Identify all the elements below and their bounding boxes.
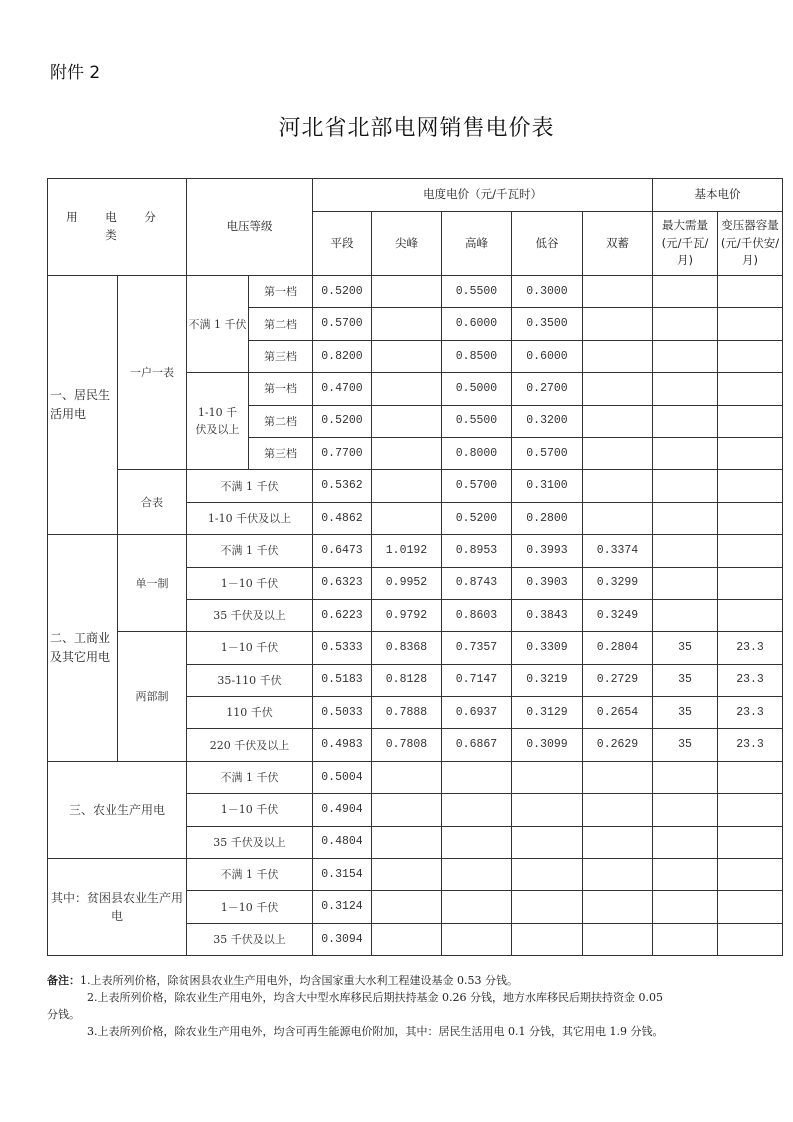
valley-price: 0.3843 — [512, 599, 583, 631]
table-row — [48, 276, 783, 308]
transformer-price: 23.3 — [718, 697, 783, 729]
dual-price: 0.2629 — [583, 729, 653, 761]
two-part-label: 两部制 — [118, 632, 187, 762]
flat-price: 0.7700 — [313, 437, 372, 469]
voltage-label: 不满 1 千伏 — [187, 761, 313, 793]
peak-price — [442, 826, 512, 858]
flat-price: 0.4904 — [313, 794, 372, 826]
notes-lead: 备注： — [47, 974, 80, 987]
flat-price: 0.5200 — [313, 405, 372, 437]
peak-price — [442, 859, 512, 891]
sharp-price — [372, 437, 442, 469]
valley-price — [512, 923, 583, 955]
transformer-price — [718, 502, 783, 534]
peak-price — [442, 923, 512, 955]
valley-price — [512, 826, 583, 858]
dual-price — [583, 761, 653, 793]
flat-price: 0.8200 — [313, 340, 372, 372]
header-energy-price: 电度电价（元/千瓦时） — [313, 179, 653, 212]
dual-price: 0.2729 — [583, 664, 653, 696]
max-demand-price — [653, 405, 718, 437]
sharp-price: 0.8128 — [372, 664, 442, 696]
flat-price: 0.3124 — [313, 891, 372, 923]
sharp-price — [372, 502, 442, 534]
tier-label: 第一档 — [249, 373, 313, 405]
sharp-price — [372, 470, 442, 502]
dual-price — [583, 891, 653, 923]
transformer-price — [718, 891, 783, 923]
max-demand-price — [653, 340, 718, 372]
sharp-price: 0.9952 — [372, 567, 442, 599]
dual-price: 0.2804 — [583, 632, 653, 664]
max-demand-price — [653, 859, 718, 891]
peak-price: 0.5000 — [442, 373, 512, 405]
voltage-label: 不满 1 千伏 — [187, 859, 313, 891]
transformer-price — [718, 405, 783, 437]
voltage-label: 1－10 千伏 — [187, 567, 313, 599]
valley-price: 0.3309 — [512, 632, 583, 664]
peak-price: 0.8953 — [442, 535, 512, 567]
valley-price: 0.3219 — [512, 664, 583, 696]
flat-price: 0.4983 — [313, 729, 372, 761]
valley-price — [512, 761, 583, 793]
dual-price — [583, 502, 653, 534]
sharp-price — [372, 276, 442, 308]
max-demand-price — [653, 826, 718, 858]
max-demand-price — [653, 437, 718, 469]
flat-price: 0.6223 — [313, 599, 372, 631]
header-voltage: 电压等级 — [187, 179, 313, 276]
table-row — [48, 761, 783, 793]
max-demand-price — [653, 470, 718, 502]
peak-price: 0.8603 — [442, 599, 512, 631]
voltage-label: 35 千伏及以上 — [187, 599, 313, 631]
sharp-price — [372, 373, 442, 405]
max-demand-price — [653, 276, 718, 308]
valley-price: 0.3129 — [512, 697, 583, 729]
dual-price — [583, 923, 653, 955]
max-demand-price — [653, 567, 718, 599]
valley-price: 0.6000 — [512, 340, 583, 372]
peak-price — [442, 794, 512, 826]
peak-price: 0.5500 — [442, 405, 512, 437]
sharp-price — [372, 794, 442, 826]
voltage-label: 1－10 千伏 — [187, 891, 313, 923]
header-valley: 低谷 — [512, 212, 583, 276]
flat-price: 0.5333 — [313, 632, 372, 664]
notes-section — [47, 972, 782, 1040]
transformer-price — [718, 470, 783, 502]
voltage-label: 35 千伏及以上 — [187, 826, 313, 858]
dual-price — [583, 340, 653, 372]
section-agriculture: 三、农业生产用电 — [48, 761, 187, 858]
valley-price: 0.3200 — [512, 405, 583, 437]
valley-price: 0.3100 — [512, 470, 583, 502]
sharp-price: 0.7888 — [372, 697, 442, 729]
transformer-price — [718, 437, 783, 469]
dual-price — [583, 470, 653, 502]
valley-price: 0.2700 — [512, 373, 583, 405]
flat-price: 0.5004 — [313, 761, 372, 793]
voltage-under-1kv: 不满 1 千伏 — [187, 276, 249, 373]
dual-price — [583, 276, 653, 308]
tier-label: 第三档 — [249, 340, 313, 372]
peak-price: 0.8500 — [442, 340, 512, 372]
table-row — [48, 470, 783, 502]
valley-price — [512, 859, 583, 891]
peak-price: 0.5700 — [442, 470, 512, 502]
sharp-price — [372, 761, 442, 793]
flat-price: 0.4700 — [313, 373, 372, 405]
flat-price: 0.3094 — [313, 923, 372, 955]
note-1: 备注：1.上表所列价格，除贫困县农业生产用电外，均含国家重大水利工程建设基金 0.53 分钱。 — [47, 974, 518, 987]
voltage-1-10kv: 1-10 千伏及以上 — [187, 373, 249, 470]
voltage-label: 35-110 千伏 — [187, 664, 313, 696]
max-demand-price — [653, 308, 718, 340]
peak-price: 0.6867 — [442, 729, 512, 761]
peak-price: 0.6937 — [442, 697, 512, 729]
flat-price: 0.5700 — [313, 308, 372, 340]
note-2-continued: 分钱。 — [47, 1008, 80, 1021]
flat-price: 0.3154 — [313, 859, 372, 891]
valley-price: 0.3903 — [512, 567, 583, 599]
max-demand-price — [653, 923, 718, 955]
max-demand-price — [653, 761, 718, 793]
peak-price: 0.8000 — [442, 437, 512, 469]
voltage-label: 220 千伏及以上 — [187, 729, 313, 761]
peak-price — [442, 761, 512, 793]
single-part-label: 单一制 — [118, 535, 187, 632]
valley-price: 0.2800 — [512, 502, 583, 534]
flat-price: 0.6473 — [313, 535, 372, 567]
sharp-price: 0.9792 — [372, 599, 442, 631]
sharp-price — [372, 891, 442, 923]
dual-price — [583, 405, 653, 437]
tariff-table — [47, 178, 783, 956]
header-max-demand: 最大需量(元/千瓦/月) — [653, 212, 718, 276]
max-demand-price: 35 — [653, 697, 718, 729]
max-demand-price — [653, 502, 718, 534]
dual-price — [583, 794, 653, 826]
transformer-price — [718, 923, 783, 955]
max-demand-price — [653, 599, 718, 631]
transformer-price — [718, 276, 783, 308]
dual-price: 0.3374 — [583, 535, 653, 567]
table-row — [48, 859, 783, 891]
voltage-label: 1-10 千伏及以上 — [187, 502, 313, 534]
sharp-price — [372, 826, 442, 858]
transformer-price — [718, 761, 783, 793]
peak-price: 0.7357 — [442, 632, 512, 664]
transformer-price: 23.3 — [718, 729, 783, 761]
section-commercial: 二、工商业及其它用电 — [48, 535, 118, 762]
note-2: 2.上表所列价格，除农业生产用电外，均含大中型水库移民后期扶持基金 0.26 分钱，地方水库移民后期扶持资金 0.05 — [87, 991, 663, 1004]
max-demand-price — [653, 794, 718, 826]
header-transformer-capacity: 变压器容量(元/千伏安/月) — [718, 212, 783, 276]
transformer-price — [718, 308, 783, 340]
voltage-label: 不满 1 千伏 — [187, 470, 313, 502]
flat-price: 0.4862 — [313, 502, 372, 534]
header-dual-storage: 双蓄 — [583, 212, 653, 276]
tier-label: 第二档 — [249, 405, 313, 437]
flat-price: 0.5200 — [313, 276, 372, 308]
valley-price: 0.3000 — [512, 276, 583, 308]
valley-price: 0.3993 — [512, 535, 583, 567]
valley-price: 0.5700 — [512, 437, 583, 469]
table-row — [48, 632, 783, 664]
page-title: 河北省北部电网销售电价表 — [278, 116, 555, 141]
tier-label: 第二档 — [249, 308, 313, 340]
dual-price: 0.3299 — [583, 567, 653, 599]
valley-price — [512, 794, 583, 826]
sharp-price: 0.8368 — [372, 632, 442, 664]
peak-price: 0.6000 — [442, 308, 512, 340]
valley-price — [512, 891, 583, 923]
sharp-price — [372, 405, 442, 437]
tier-label: 第三档 — [249, 437, 313, 469]
transformer-price — [718, 567, 783, 599]
transformer-price — [718, 599, 783, 631]
header-basic-price: 基本电价 — [653, 179, 783, 212]
peak-price: 0.7147 — [442, 664, 512, 696]
header-sharp-peak: 尖峰 — [372, 212, 442, 276]
section-poor-county-agriculture: 其中：贫困县农业生产用电 — [48, 859, 187, 956]
transformer-price — [718, 859, 783, 891]
max-demand-price — [653, 535, 718, 567]
max-demand-price — [653, 373, 718, 405]
sharp-price — [372, 859, 442, 891]
transformer-price — [718, 373, 783, 405]
dual-price — [583, 437, 653, 469]
header-category: 用 电 分 类 — [48, 179, 187, 276]
tier-label: 第一档 — [249, 276, 313, 308]
single-meter-label: 一户一表 — [118, 276, 187, 470]
max-demand-price: 35 — [653, 664, 718, 696]
attachment-label: 附件 2 — [50, 63, 101, 83]
combined-meter-label: 合表 — [118, 470, 187, 535]
flat-price: 0.5033 — [313, 697, 372, 729]
dual-price — [583, 859, 653, 891]
transformer-price — [718, 340, 783, 372]
header-peak: 高峰 — [442, 212, 512, 276]
valley-price: 0.3500 — [512, 308, 583, 340]
sharp-price — [372, 340, 442, 372]
transformer-price: 23.3 — [718, 664, 783, 696]
sharp-price — [372, 308, 442, 340]
note-3: 3.上表所列价格，除农业生产用电外，均含可再生能源电价附加，其中：居民生活用电 0.1 分钱，其它用电 1.9 分钱。 — [87, 1025, 664, 1038]
transformer-price — [718, 794, 783, 826]
voltage-label: 1－10 千伏 — [187, 632, 313, 664]
voltage-label: 110 千伏 — [187, 697, 313, 729]
flat-price: 0.5362 — [313, 470, 372, 502]
flat-price: 0.6323 — [313, 567, 372, 599]
transformer-price — [718, 826, 783, 858]
sharp-price — [372, 923, 442, 955]
voltage-label: 1－10 千伏 — [187, 794, 313, 826]
max-demand-price: 35 — [653, 729, 718, 761]
voltage-label: 35 千伏及以上 — [187, 923, 313, 955]
flat-price: 0.5183 — [313, 664, 372, 696]
table-row — [48, 535, 783, 567]
sharp-price: 1.0192 — [372, 535, 442, 567]
max-demand-price — [653, 891, 718, 923]
dual-price — [583, 373, 653, 405]
valley-price: 0.3099 — [512, 729, 583, 761]
peak-price: 0.5200 — [442, 502, 512, 534]
peak-price: 0.8743 — [442, 567, 512, 599]
sharp-price: 0.7808 — [372, 729, 442, 761]
dual-price: 0.2654 — [583, 697, 653, 729]
dual-price — [583, 308, 653, 340]
flat-price: 0.4804 — [313, 826, 372, 858]
section-residential: 一、居民生活用电 — [48, 276, 118, 535]
max-demand-price: 35 — [653, 632, 718, 664]
transformer-price: 23.3 — [718, 632, 783, 664]
peak-price — [442, 891, 512, 923]
voltage-label: 不满 1 千伏 — [187, 535, 313, 567]
transformer-price — [718, 535, 783, 567]
peak-price: 0.5500 — [442, 276, 512, 308]
dual-price: 0.3249 — [583, 599, 653, 631]
header-flat: 平段 — [313, 212, 372, 276]
dual-price — [583, 826, 653, 858]
